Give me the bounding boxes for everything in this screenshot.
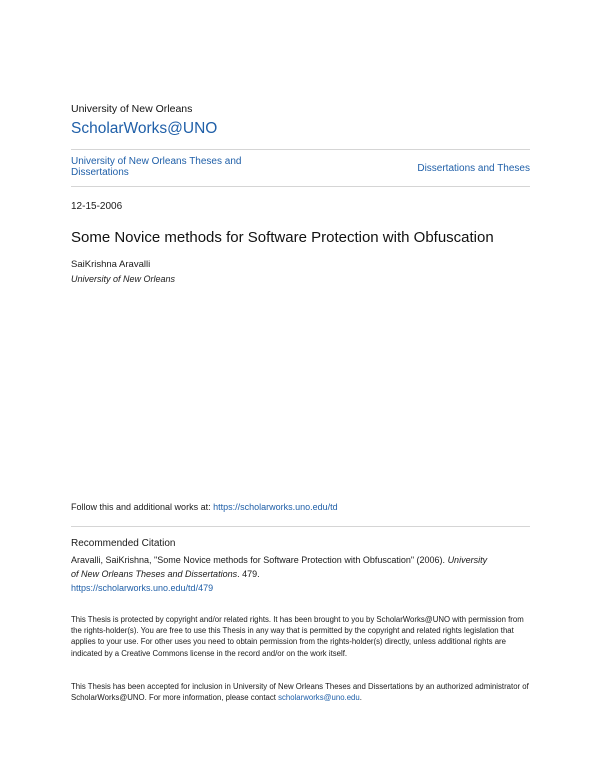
author-name: SaiKrishna Aravalli [71,259,151,270]
institution-name: University of New Orleans [71,103,193,115]
follow-label: Follow this and additional works at: [71,502,214,512]
author-affiliation: University of New Orleans [71,274,176,284]
citation-line-2 [71,569,260,579]
acceptance-notice [71,681,530,703]
collection-url-link[interactable]: https://scholarworks.uno.edu/td [213,502,338,512]
citation-source-part2: of New Orleans Theses and Dissertations [71,569,238,579]
divider [71,149,530,150]
citation-heading: Recommended Citation [71,538,176,549]
contact-email-link[interactable]: scholarworks@uno.edu [278,693,360,703]
rights-notice: This Thesis is protected by copyright and/or related rights. It has been brought to you by ScholarWorks@UNO with permission from the rights-holder(s). You are free to use this Thesis in any way that is permitted by the copyright and related rights legislation that applies to your use. For other uses you need to obtain permission from the rights-holder(s) directly, unless additional rights are indicated by a Creative Commons license in the record and/or on the work itself. [71,615,524,658]
collection-link[interactable]: University of New Orleans Theses and Dissertations [71,156,242,178]
acceptance-text: This Thesis has been accepted for inclusion in University of New Orleans Theses and Dissertations by an authorized administrator of ScholarWorks@UNO. For more information, please contact [71,682,529,703]
citation-number: . 479. [237,569,260,579]
publication-date: 12-15-2006 [71,201,123,212]
divider [71,186,530,187]
repository-link[interactable]: ScholarWorks@UNO [71,120,218,137]
citation-url-link[interactable]: https://scholarworks.uno.edu/td/479 [71,583,214,593]
citation-source-part1: University [447,555,488,565]
document-title: Some Novice methods for Software Protection with Obfuscation [71,229,494,246]
follow-line [71,502,338,512]
citation-line-1 [71,555,487,565]
divider [71,526,530,527]
acceptance-end: . [359,693,362,703]
citation-text: Aravalli, SaiKrishna, "Some Novice methods for Software Protection with Obfuscation" (2006). [71,555,448,565]
series-link[interactable]: Dissertations and Theses [417,163,530,174]
